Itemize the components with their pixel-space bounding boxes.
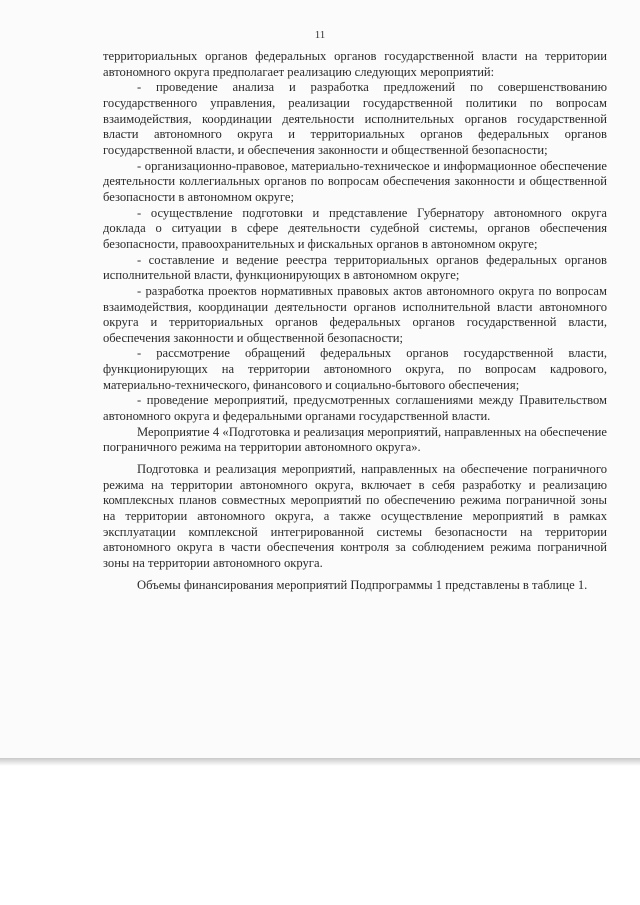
paragraph-registry: - составление и ведение реестра территориальных органов федеральных органов исполнительной власти, функционирующих в автономном округе; xyxy=(103,252,607,283)
paragraph-legal-acts: - разработка проектов нормативных правовых актов автономного округа по вопросам взаимодействия, координации деятельности органов исполнительной власти автономного округа и территориальных органов федеральных органов государственной власти, обеспечения законности и общественной безопасности; xyxy=(103,283,607,345)
page-number: 11 xyxy=(314,29,326,41)
scan-edge xyxy=(0,758,640,766)
paragraph-analysis: - проведение анализа и разработка предложений по совершенствованию государственного управления, реализации государственной политики по вопросам взаимодействия, координации деятельности исполнительных органов государственной власти автономного округа и территориальных органов федеральных органов государственной власти, и обеспечения законности и общественной безопасности; xyxy=(103,80,607,157)
paragraph-continuation: территориальных органов федеральных органов государственной власти на территории автономного округа предполагает реализацию следующих мероприятий: xyxy=(103,49,607,79)
paragraph-funding-reference: Объемы финансирования мероприятий Подпрограммы 1 представлены в таблице 1. xyxy=(137,577,588,592)
document-body xyxy=(103,49,607,593)
paragraph-measure-4-title: Мероприятие 4 «Подготовка и реализация мероприятий, направленных на обеспечение пограничного режима на территории автономного округа». xyxy=(103,424,607,455)
paragraph-governor-report: - осуществление подготовки и представление Губернатору автономного округа доклада о ситуации в сфере деятельности судебной системы, органов обеспечения безопасности, правоохранительных и фискальных органов в автономном округе; xyxy=(103,205,607,251)
paragraph-organizational-support: - организационно-правовое, материально-техническое и информационное обеспечение деятельности коллегиальных органов по вопросам обеспечения законности и общественной безопасности в автономном округе; xyxy=(103,158,607,204)
paragraph-appeals: - рассмотрение обращений федеральных органов государственной власти, функционирующих на территории автономного округа, по вопросам кадрового, материально-технического, финансового и социально-бытового обеспечения; xyxy=(103,346,607,392)
paragraph-border-regime: Подготовка и реализация мероприятий, направленных на обеспечение пограничного режима на территории автономного округа, включает в себя разработку и реализацию комплексных планов совместных мероприятий по обеспечению режима пограничной зоны на территории автономного округа, а также осуществление мероприятий в рамках эксплуатации комплексной интегрированной системы безопасности на территории автономного округа в части обеспечения контроля за соблюдением режима пограничной зоны на территории автономного округа. xyxy=(103,462,607,570)
paragraph-agreements: - проведение мероприятий, предусмотренных соглашениями между Правительством автономного округа и федеральными органами государственной власти. xyxy=(103,393,607,424)
